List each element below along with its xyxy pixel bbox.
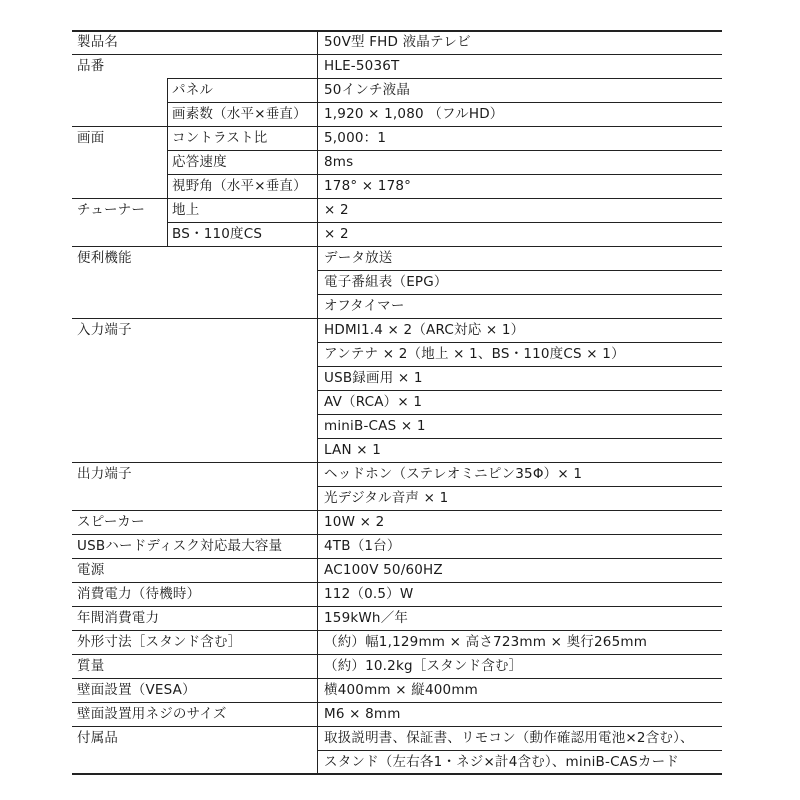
row-divider [72, 606, 722, 607]
row-divider [72, 773, 722, 775]
column-divider [317, 30, 318, 774]
row-divider [167, 102, 722, 103]
row-divider [317, 486, 722, 487]
spec-category: チューナー [77, 202, 146, 218]
spec-value: ヘッドホン（ステレオミニピン35Φ）× 1 [324, 466, 583, 482]
spec-subcategory: コントラスト比 [172, 130, 268, 146]
spec-row [72, 414, 722, 438]
spec-value: 8ms [324, 154, 354, 170]
spec-subcategory: BS・110度CS [172, 226, 263, 242]
spec-subcategory: 視野角（水平×垂直） [172, 178, 307, 194]
row-divider [317, 342, 722, 343]
spec-value: AC100V 50/60HZ [324, 562, 443, 578]
row-divider [167, 150, 722, 151]
spec-value: HDMI1.4 × 2（ARC対応 × 1） [324, 322, 525, 338]
spec-value: × 2 [324, 226, 349, 242]
row-divider [72, 582, 722, 583]
spec-row [72, 294, 722, 318]
spec-subcategory: パネル [172, 82, 214, 98]
row-divider [72, 654, 722, 655]
spec-value: 159kWh／年 [324, 610, 409, 626]
spec-value: USB録画用 × 1 [324, 370, 423, 386]
spec-value: 取扱説明書、保証書、リモコン（動作確認用電池×2含む）、 [324, 730, 694, 746]
spec-row [72, 366, 722, 390]
spec-row [72, 246, 722, 270]
spec-row [72, 150, 722, 174]
spec-value: （約）10.2kg［スタンド含む］ [324, 658, 523, 674]
spec-subcategory: 地上 [172, 202, 200, 218]
spec-value: アンテナ × 2（地上 × 1、BS・110度CS × 1） [324, 346, 625, 362]
spec-row [72, 558, 722, 582]
spec-rows [72, 30, 722, 774]
spec-category: 壁面設置（VESA） [77, 682, 196, 698]
row-divider [317, 294, 722, 295]
row-divider [167, 174, 722, 175]
spec-row [72, 102, 722, 126]
spec-row [72, 342, 722, 366]
spec-value: 横400mm × 縦400mm [324, 682, 479, 698]
spec-category: 便利機能 [77, 250, 132, 266]
row-divider [72, 246, 722, 247]
spec-row [72, 654, 722, 678]
spec-row [72, 390, 722, 414]
spec-row [72, 702, 722, 726]
spec-category: 消費電力（待機時） [77, 586, 201, 602]
spec-row [72, 750, 722, 774]
spec-value: 5,000：1 [324, 130, 387, 146]
spec-value: スタンド（左右各1・ネジ×計4含む）、miniB-CASカード [324, 754, 680, 770]
row-divider [72, 630, 722, 631]
row-divider [317, 414, 722, 415]
column-divider [167, 78, 168, 246]
spec-row [72, 174, 722, 198]
spec-value: 50インチ液晶 [324, 82, 411, 98]
spec-value: AV（RCA）× 1 [324, 394, 423, 410]
row-divider [72, 126, 722, 127]
row-divider [317, 438, 722, 439]
spec-row [72, 462, 722, 486]
spec-row [72, 198, 722, 222]
spec-value: 50V型 FHD 液晶テレビ [324, 34, 471, 50]
spec-row [72, 438, 722, 462]
spec-category: 質量 [77, 658, 105, 674]
spec-value: オフタイマー [324, 298, 405, 314]
spec-value: 4TB（1台） [324, 538, 401, 554]
row-divider [167, 78, 722, 79]
spec-row [72, 30, 722, 54]
spec-category: 年間消費電力 [77, 610, 160, 626]
spec-subcategory: 応答速度 [172, 154, 227, 170]
row-divider [72, 198, 722, 199]
row-divider [317, 270, 722, 271]
row-divider [167, 222, 722, 223]
spec-value: データ放送 [324, 250, 393, 266]
spec-value: LAN × 1 [324, 442, 382, 458]
spec-value: （約）幅1,129mm × 高さ723mm × 奥行265mm [324, 634, 648, 650]
spec-category: 入力端子 [77, 322, 132, 338]
spec-category: 製品名 [77, 34, 119, 50]
spec-category: 付属品 [77, 730, 119, 746]
row-divider [72, 534, 722, 535]
spec-row [72, 318, 722, 342]
spec-value: M6 × 8mm [324, 706, 401, 722]
spec-category: 品番 [77, 58, 105, 74]
spec-row [72, 510, 722, 534]
spec-value: 10W × 2 [324, 514, 385, 530]
spec-row [72, 678, 722, 702]
row-divider [317, 750, 722, 751]
spec-value: miniB-CAS × 1 [324, 418, 426, 434]
spec-row [72, 582, 722, 606]
spec-row [72, 486, 722, 510]
row-divider [72, 30, 722, 32]
spec-row [72, 270, 722, 294]
spec-value: HLE-5036T [324, 58, 400, 74]
spec-row [72, 606, 722, 630]
spec-value: 電子番組表（EPG） [324, 274, 448, 290]
spec-value: 1,920 × 1,080 （フルHD） [324, 106, 504, 122]
row-divider [72, 510, 722, 511]
spec-category: 画面 [77, 130, 105, 146]
row-divider [72, 54, 722, 55]
row-divider [72, 558, 722, 559]
spec-row [72, 726, 722, 750]
spec-row [72, 534, 722, 558]
row-divider [72, 726, 722, 727]
spec-category: 電源 [77, 562, 105, 578]
spec-value: × 2 [324, 202, 349, 218]
row-divider [72, 462, 722, 463]
spec-category: 壁面設置用ネジのサイズ [77, 706, 227, 722]
spec-row [72, 54, 722, 78]
row-divider [72, 678, 722, 679]
row-divider [72, 318, 722, 319]
spec-category: 出力端子 [77, 466, 132, 482]
spec-value: 112（0.5）W [324, 586, 414, 602]
spec-value: 178° × 178° [324, 178, 412, 194]
row-divider [317, 390, 722, 391]
spec-row [72, 126, 722, 150]
spec-row [72, 630, 722, 654]
spec-row [72, 222, 722, 246]
spec-category: スピーカー [77, 514, 145, 530]
spec-value: 光デジタル音声 × 1 [324, 490, 449, 506]
row-divider [317, 366, 722, 367]
row-divider [72, 702, 722, 703]
spec-category: 外形寸法［スタンド含む］ [77, 634, 242, 650]
spec-subcategory: 画素数（水平×垂直） [172, 106, 307, 122]
spec-category: USBハードディスク対応最大容量 [77, 538, 283, 554]
spec-row [72, 78, 722, 102]
spec-table [72, 30, 722, 774]
